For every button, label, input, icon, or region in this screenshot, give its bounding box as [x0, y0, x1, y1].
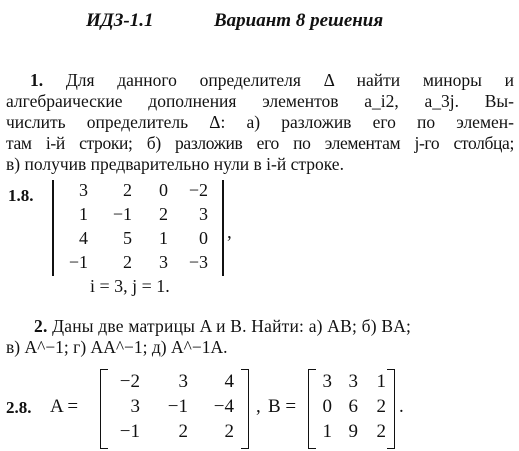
- det-cell: −1: [112, 204, 132, 224]
- task1-line-5: в) получив предварительно нули в i-й строке.: [6, 154, 344, 174]
- matrix-right-bracket: [241, 369, 249, 449]
- matrix-cell: 6: [348, 396, 358, 417]
- det-right-bar: [222, 180, 224, 276]
- det-cell: 2: [123, 180, 132, 200]
- det-cell: −3: [188, 252, 208, 272]
- det-cell: 3: [79, 180, 88, 200]
- det-cell: −2: [188, 180, 208, 200]
- matrix-b-name: B =: [268, 396, 297, 417]
- task1-line-2: алгебраические дополнения элементов a_i2, a_3j. Вы-: [6, 91, 514, 111]
- problem-1-8-params: i = 3, j = 1.: [90, 276, 170, 296]
- matrix-cell: 1: [376, 371, 386, 392]
- task1-line-1-text: Для данного определителя Δ найти миноры и: [65, 70, 514, 90]
- det-left-bar: [52, 180, 54, 276]
- matrix-cell: 2: [376, 421, 386, 442]
- matrix-cell: 4: [224, 371, 234, 392]
- det-cell: 0: [159, 180, 168, 200]
- det-cell: 1: [159, 228, 168, 248]
- problem-1-8-label: 1.8.: [8, 186, 34, 205]
- matrix-sep: ,: [256, 396, 261, 417]
- header-variant: Вариант 8 решения: [214, 10, 384, 31]
- matrix-right-bracket: [387, 369, 395, 449]
- matrix-cell: 1: [322, 421, 332, 442]
- problem-2-8-label: 2.8.: [6, 398, 32, 417]
- det-cell: 4: [79, 228, 88, 248]
- det-cell: 0: [199, 228, 208, 248]
- matrix-cell: 2: [376, 396, 386, 417]
- matrix-cell: −1: [167, 396, 188, 417]
- det-cell: 1: [79, 204, 88, 224]
- matrix-cell: 3: [130, 396, 140, 417]
- task1-line-4: там i-й строки; б) разложив его по элементам j-го столбца;: [6, 133, 514, 153]
- det-cell: 2: [159, 204, 168, 224]
- task1-text: [6, 70, 514, 175]
- det-cell: −1: [68, 252, 88, 272]
- matrix-cell: −1: [119, 421, 140, 442]
- task2-number: 2.: [34, 316, 48, 336]
- det-cell: 5: [123, 228, 132, 248]
- matrix-cell: −2: [119, 371, 140, 392]
- task2-line-1: [6, 316, 514, 337]
- det-cell: 3: [159, 252, 168, 272]
- matrix-cell: 9: [348, 421, 358, 442]
- task2-text: [6, 316, 514, 358]
- matrix-cell: 2: [178, 421, 188, 442]
- matrix-cell: 3: [178, 371, 188, 392]
- task2-line-1-text: Даны две матрицы A и B. Найти: а) AB; б) BA;: [52, 316, 412, 336]
- det-comma: ,: [227, 222, 232, 243]
- matrix-end: .: [399, 396, 404, 417]
- matrix-cell: 3: [348, 371, 358, 392]
- matrix-cell: 0: [322, 396, 332, 417]
- det-cell: 3: [199, 204, 208, 224]
- task1-line-3: числить определитель Δ: а) разложив его по элемен-: [6, 112, 514, 132]
- matrix-cell: 3: [322, 371, 332, 392]
- task1-number: 1.: [30, 70, 44, 90]
- task2-line-2: в) A^−1; г) AA^−1; д) A^−1A.: [6, 337, 228, 357]
- det-cell: 2: [123, 252, 132, 272]
- matrix-cell: −4: [213, 396, 234, 417]
- header-title: ИДЗ-1.1: [86, 10, 154, 31]
- matrix-cell: 2: [224, 421, 234, 442]
- matrix-a-name: A =: [50, 396, 79, 417]
- task1-line-1: [6, 70, 514, 91]
